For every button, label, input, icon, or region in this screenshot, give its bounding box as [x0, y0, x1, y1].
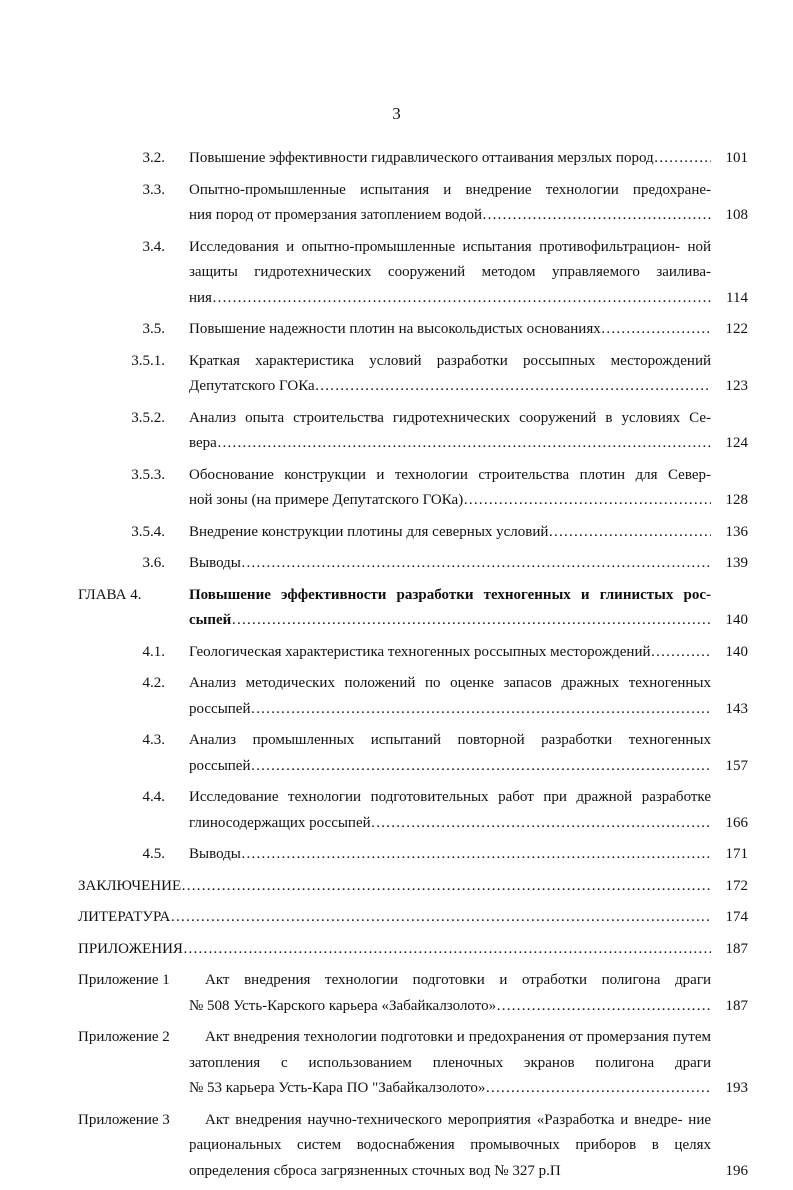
dot-leader	[181, 874, 711, 900]
table-of-contents	[0, 146, 793, 1190]
toc-entry-page: 122	[725, 321, 748, 337]
toc-entry-3-5[interactable]	[0, 317, 793, 343]
toc-entry-page: 124	[725, 435, 748, 451]
toc-entry-page: 166	[725, 814, 748, 831]
toc-entry-3-5-1[interactable]	[0, 349, 793, 400]
toc-entry-literature[interactable]	[0, 905, 793, 931]
dot-leader	[651, 640, 712, 666]
dot-leader	[217, 431, 711, 457]
dot-leader	[485, 1076, 711, 1102]
toc-entry-number: 3.5.	[142, 321, 165, 337]
toc-entry-title-lead: Акт внедрения технологии подготовки и предохранения от промерзания путем затопления с использованием пленочных экранов полигона драги	[189, 1029, 711, 1071]
toc-entry-title: определения сброса загрязненных сточных вод № 327 р.П	[189, 1162, 561, 1179]
toc-entry-number: 4.2.	[142, 675, 165, 691]
toc-entry-4-2[interactable]	[0, 671, 793, 722]
toc-entry-number: 3.4.	[142, 238, 165, 255]
toc-entry-page: 139	[725, 555, 748, 571]
toc-entry-title: ния	[189, 289, 212, 306]
toc-entry-title: Геологическая характеристика техногенных россыпных месторождений	[189, 643, 651, 660]
dot-leader	[371, 811, 711, 837]
toc-entry-page: 108	[725, 207, 748, 223]
dot-leader	[601, 317, 711, 343]
toc-entry-title: ЗАКЛЮЧЕНИЕ	[78, 877, 182, 894]
dot-leader	[250, 697, 711, 723]
toc-entry-page: 174	[725, 909, 748, 925]
dot-leader	[250, 754, 711, 780]
toc-entry-page: 187	[725, 997, 748, 1014]
toc-entry-title-lead: Анализ опыта строительства гидротехнических сооружений в условиях Се-	[189, 409, 711, 426]
toc-entry-title: сыпей	[189, 612, 232, 628]
toc-entry-page: 187	[725, 940, 748, 957]
toc-entry-page: 128	[725, 492, 748, 508]
toc-entry-page: 123	[725, 378, 748, 394]
toc-entry-page: 140	[725, 612, 748, 628]
toc-entry-title: Внедрение конструкции плотины для северных условий	[189, 523, 549, 540]
toc-entry-number: 4.5.	[142, 846, 165, 862]
appendix-label: Приложение 2	[78, 1029, 170, 1045]
toc-entry-page: 171	[725, 846, 748, 862]
toc-entry-title: россыпей	[189, 700, 251, 717]
toc-entry-3-4[interactable]	[0, 235, 793, 312]
dot-leader	[241, 551, 711, 577]
toc-entry-appendix-2[interactable]	[0, 1025, 793, 1102]
toc-entry-3-2[interactable]	[0, 146, 793, 172]
toc-entry-title: вера	[189, 435, 217, 451]
toc-entry-page: 193	[725, 1080, 748, 1096]
toc-entry-number: 4.1.	[142, 643, 165, 660]
toc-entry-title-lead: Исследование технологии подготовительных работ при дражной разработке	[189, 789, 711, 805]
toc-entry-number: 3.2.	[142, 150, 165, 166]
toc-entry-title: россыпей	[189, 757, 251, 774]
toc-entry-3-5-3[interactable]	[0, 463, 793, 514]
page-number: 3	[392, 104, 401, 123]
toc-entry-title: Выводы	[189, 846, 241, 862]
toc-entry-title-lead: Анализ методических положений по оценке запасов дражных техногенных	[189, 675, 711, 691]
toc-entry-title: Повышение надежности плотин на высокольдистых основаниях	[189, 321, 601, 337]
toc-entry-title: ния пород от промерзания затоплением водой	[189, 207, 483, 223]
appendix-label: Приложение 1	[78, 972, 170, 988]
dot-leader	[463, 488, 711, 514]
toc-entry-page: 101	[725, 150, 748, 166]
toc-entry-title-lead: Краткая характеристика условий разработки россыпных месторождений	[189, 352, 711, 369]
dot-leader	[231, 608, 711, 634]
toc-entry-title: Повышение эффективности гидравлического оттаивания мерзлых пород	[189, 150, 654, 166]
toc-entry-chapter-4[interactable]	[0, 583, 793, 634]
toc-entry-title: ЛИТЕРАТУРА	[78, 909, 171, 925]
appendix-label: Приложение 3	[78, 1111, 170, 1128]
toc-entry-3-5-4[interactable]	[0, 520, 793, 546]
toc-entry-title-lead: Акт внедрения научно-технического мероприятия «Разработка и внедре- ние рациональных систем водоснабжения промывочных приборов в целях	[189, 1111, 711, 1153]
toc-entry-title-lead: Анализ промышленных испытаний повторной разработки техногенных	[189, 732, 711, 748]
toc-entry-title: № 53 карьера Усть-Кара ПО "Забайкалзолото»	[189, 1080, 486, 1096]
toc-entry-title: № 508 Усть-Карского карьера «Забайкалзолото»	[189, 997, 497, 1014]
toc-entry-title-lead: Опытно-промышленные испытания и внедрение технологии предохране-	[189, 181, 711, 198]
toc-entry-conclusion[interactable]	[0, 874, 793, 900]
toc-entry-3-3[interactable]	[0, 178, 793, 229]
toc-entry-title-lead: Исследования и опытно-промышленные испытания противофильтрацион- ной защиты гидротехнических сооружений методом управляемого заилива-	[189, 238, 711, 280]
toc-entry-title: Депутатского ГОКа	[189, 378, 315, 394]
toc-entry-title: глиносодержащих россыпей	[189, 814, 371, 831]
toc-entry-page: 172	[725, 877, 748, 894]
toc-entry-appendix-3[interactable]	[0, 1108, 793, 1185]
toc-entry-appendix-1[interactable]	[0, 968, 793, 1019]
toc-entry-number: 3.5.1.	[131, 352, 165, 369]
dot-leader	[482, 203, 711, 229]
dot-leader	[496, 994, 711, 1020]
toc-entry-number: 4.3.	[142, 732, 165, 748]
toc-entry-number: 3.3.	[142, 181, 165, 198]
toc-entry-appendices[interactable]	[0, 937, 793, 963]
dot-leader	[183, 937, 711, 963]
toc-entry-number: 3.5.4.	[131, 523, 165, 540]
toc-entry-page: 114	[726, 289, 748, 306]
toc-entry-4-5[interactable]	[0, 842, 793, 868]
dot-leader	[241, 842, 711, 868]
toc-entry-title-lead: Повышение эффективности разработки техногенных и глинистых рос-	[189, 586, 711, 603]
toc-entry-page: 136	[725, 523, 748, 540]
toc-entry-3-5-2[interactable]	[0, 406, 793, 457]
toc-entry-4-3[interactable]	[0, 728, 793, 779]
toc-entry-number: 4.4.	[142, 789, 165, 805]
toc-entry-number: 3.5.3.	[131, 466, 165, 483]
toc-entry-number: 3.5.2.	[131, 409, 165, 426]
toc-entry-3-6[interactable]	[0, 551, 793, 577]
toc-entry-title: Выводы	[189, 555, 241, 571]
dot-leader	[212, 286, 711, 312]
toc-entry-title-lead: Акт внедрения технологии подготовки и отработки полигона драги	[205, 972, 711, 988]
toc-entry-page: 140	[725, 643, 748, 660]
toc-chapter-label: ГЛАВА 4.	[78, 586, 142, 603]
toc-entry-page: 196	[725, 1162, 748, 1179]
toc-entry-page: 143	[725, 700, 748, 717]
dot-leader	[170, 905, 711, 931]
toc-entry-title: ной зоны (на примере Депутатского ГОКа)	[189, 492, 464, 508]
toc-entry-title: ПРИЛОЖЕНИЯ	[78, 940, 183, 957]
dot-leader	[654, 146, 711, 172]
dot-leader	[315, 374, 711, 400]
toc-entry-title-lead: Обоснование конструкции и технологии строительства плотин для Север-	[189, 466, 711, 483]
dot-leader	[548, 520, 711, 546]
toc-entry-page: 157	[725, 757, 748, 774]
toc-entry-4-4[interactable]	[0, 785, 793, 836]
toc-entry-4-1[interactable]	[0, 640, 793, 666]
toc-entry-number: 3.6.	[142, 555, 165, 571]
